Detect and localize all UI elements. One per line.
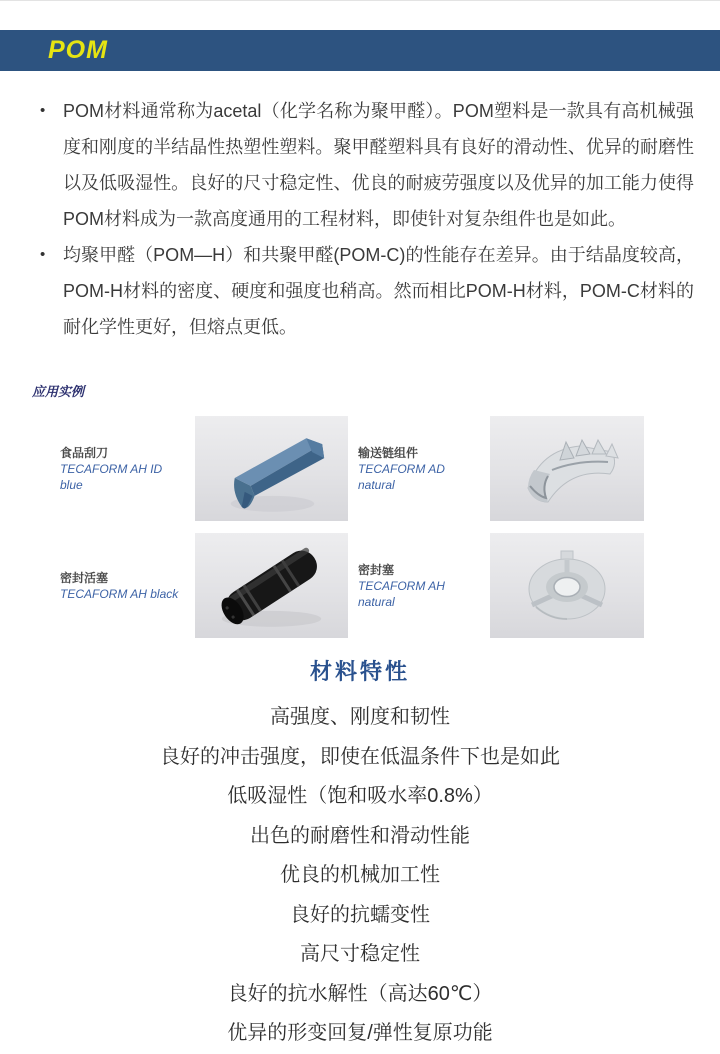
page-title: POM — [48, 36, 108, 64]
app-label-sealing-piston — [60, 570, 195, 602]
features-title: 材料特性 — [309, 659, 410, 684]
header-bar — [0, 30, 720, 71]
applications-section-label: 应用实例 — [32, 384, 85, 399]
feature-item: 优异的形变回复/弹性复原功能 — [227, 1022, 493, 1044]
features-section — [0, 655, 720, 1054]
intro-bullet-1: • POM材料通常称为acetal（化学名称为聚甲醛）。POM塑料是一款具有高机械强度和刚度的半结晶性热塑性塑料。聚甲醛塑料具有良好的滑动性、优异的耐磨性以及低吸湿性。良好的尺寸稳定性、优良的耐疲劳强度以及优异的加工能力使得POM材料成为一款高度通用的工程材料，即使针对复杂组件也是如此。 — [38, 93, 694, 237]
conveyor-chain-photo — [490, 416, 644, 521]
part-name: 输送链组件 — [358, 445, 419, 460]
features-list — [0, 698, 720, 1054]
intro-section — [38, 93, 694, 345]
applications-grid — [60, 416, 644, 638]
sealing-piston-photo — [195, 533, 348, 638]
feature-item: 良好的抗水解性（高达60℃） — [227, 982, 493, 1005]
feature-item: 低吸湿性（饱和吸水率0.8%） — [227, 785, 493, 807]
blue-scraper-illustration — [195, 416, 348, 521]
app-label-food-scraper — [60, 445, 195, 493]
intro-bullet-list — [38, 93, 694, 345]
feature-item: 良好的抗蠕变性 — [290, 903, 430, 926]
feature-item: 出色的耐磨性和滑动性能 — [250, 824, 470, 847]
feature-item: 高强度、刚度和韧性 — [270, 706, 450, 728]
seal-plug-photo — [490, 533, 644, 638]
app-label-conveyor-chain — [348, 445, 490, 493]
part-grade: TECAFORM AH black — [60, 586, 179, 601]
part-grade: TECAFORM AD natural — [358, 461, 445, 492]
part-name: 密封塞 — [358, 562, 395, 577]
conveyor-chain-illustration — [490, 416, 644, 521]
part-grade: TECAFORM AH ID blue — [60, 461, 163, 492]
app-label-seal-plug — [348, 562, 490, 610]
intro-bullet-2: • 均聚甲醛（POM—H）和共聚甲醛(POM-C)的性能存在差异。由于结晶度较高，POM-H材料的密度、硬度和强度也稍高。然而相比POM-H材料，POM-C材料的耐化学性更好，但熔点更低。 — [38, 237, 694, 345]
part-grade: TECAFORM AH natural — [358, 578, 445, 609]
black-piston-illustration — [195, 533, 348, 638]
feature-item: 优良的机械加工性 — [280, 864, 440, 886]
part-name: 食品刮刀 — [60, 445, 109, 460]
part-name: 密封活塞 — [60, 570, 109, 585]
feature-item: 良好的冲击强度，即使在低温条件下也是如此 — [160, 745, 560, 768]
seal-plug-illustration — [490, 533, 644, 638]
feature-item: 高尺寸稳定性 — [300, 943, 420, 965]
food-scraper-photo — [195, 416, 348, 521]
